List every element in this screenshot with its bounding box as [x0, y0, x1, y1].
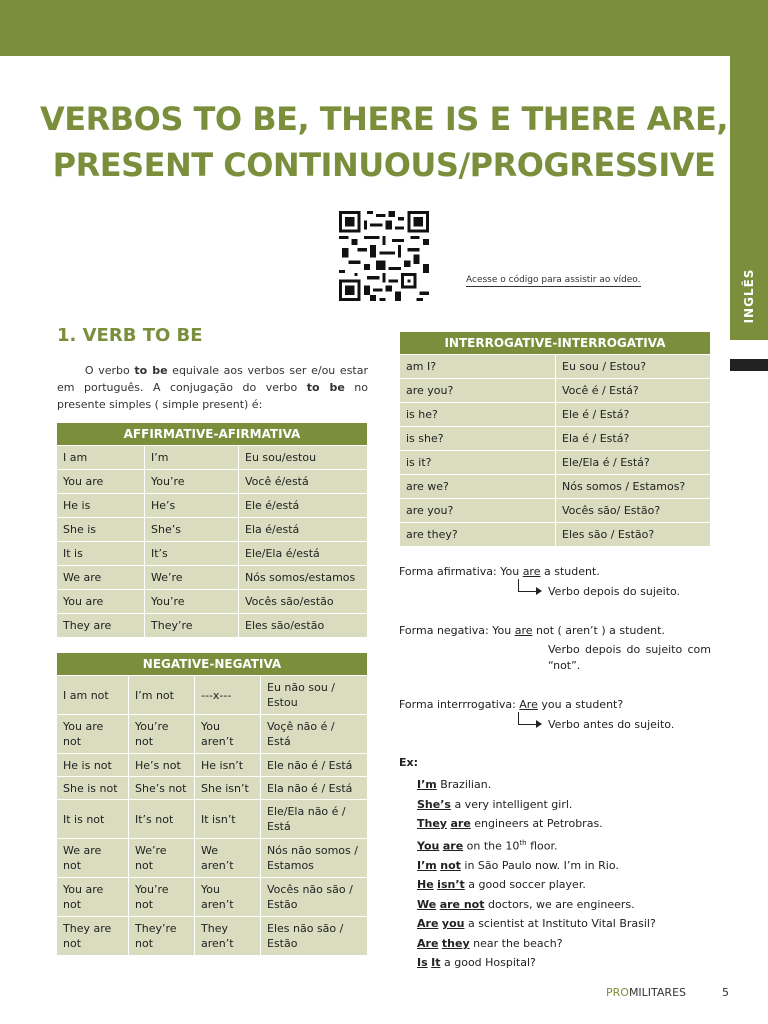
affirmative-form: Forma afirmativa: You are a student. — [399, 565, 600, 578]
section-heading: 1. VERB TO BE — [57, 325, 203, 346]
table-row: You are not You’re not You aren’t Voçê não é / Está — [57, 715, 367, 753]
subject-tab-label: INGLÊS — [742, 268, 756, 324]
intro-paragraph: O verbo to be equivale aos verbos ser e/ou estar em português. A conjugação do verbo to be no presente simples ( simple present) é: — [57, 364, 369, 411]
table-row: are we? Nós somos / Estamos? — [400, 475, 710, 498]
interrogative-form: Forma interrrogativa: Are you a student? — [399, 698, 624, 711]
table-row: is he? Ele é / Está? — [400, 403, 710, 426]
table-row: We are not We’re not We aren’t Nós não somos / Estamos — [57, 839, 367, 877]
negative-table — [56, 652, 368, 956]
side-marker — [730, 359, 768, 371]
affirmative-note: Verbo depois do sujeito. — [548, 585, 681, 598]
table-row: I am not I’m not ---x--- Eu não sou / Estou — [57, 676, 367, 714]
table-row: is it? Ele/Ela é / Está? — [400, 451, 710, 474]
negative-header: NEGATIVE-NEGATIVA — [57, 653, 367, 675]
table-row: You are not You’re not You aren’t Vocês não são / Estão — [57, 878, 367, 916]
table-row: We are We’re Nós somos/estamos — [57, 566, 367, 589]
list-item: Are you a scientist at Instituto Vital Brasil? — [417, 917, 656, 931]
table-row: are you? Vocês são/ Estão? — [400, 499, 710, 522]
arrow-icon — [518, 579, 537, 592]
interrogative-note: Verbo antes do sujeito. — [548, 718, 675, 731]
page-title-line1: VERBOS TO BE, THERE IS E THERE ARE, — [40, 100, 728, 138]
table-row: She is not She’s not She isn’t Ela não é / Está — [57, 777, 367, 799]
table-row: You are You’re Você é/está — [57, 470, 367, 493]
table-row: are you? Você é / Está? — [400, 379, 710, 402]
examples-label: Ex: — [399, 756, 419, 769]
negative-form: Forma negativa: You are not ( aren’t ) a student. — [399, 624, 665, 637]
table-row: It is not It’s not It isn’t Ele/Ela não é / Está — [57, 800, 367, 838]
table-row: am I? Eu sou / Estou? — [400, 355, 710, 378]
table-row: They are They’re Eles são/estão — [57, 614, 367, 637]
footer-brand: PROMILITARES — [606, 986, 687, 999]
page-number: 5 — [722, 986, 729, 999]
table-row: They are not They’re not They aren’t Eles não são / Estão — [57, 917, 367, 955]
negative-note-line2: “not”. — [548, 659, 581, 672]
list-item: You are on the 10th floor. — [417, 838, 558, 853]
list-item: She’s a very intelligent girl. — [417, 797, 573, 811]
arrow-icon — [518, 712, 537, 725]
list-item: I’m Brazilian. — [417, 778, 492, 791]
list-item: He isn’t a good soccer player. — [417, 878, 586, 892]
list-item: Are they near the beach? — [417, 936, 563, 950]
list-item: Is It a good Hospital? — [417, 956, 536, 970]
list-item: They are engineers at Petrobras. — [417, 817, 603, 830]
qr-note: Acesse o código para assistir ao vídeo. — [466, 275, 641, 285]
table-row: I am I’m Eu sou/estou — [57, 446, 367, 469]
table-row: It is It’s Ele/Ela é/está — [57, 542, 367, 565]
page-title-line2: PRESENT CONTINUOUS/PROGRESSIVE — [52, 146, 716, 184]
table-row: is she? Ela é / Está? — [400, 427, 710, 450]
table-row: He is not He’s not He isn’t Ele não é / Está — [57, 754, 367, 776]
examples-list — [417, 775, 656, 973]
table-row: are they? Eles são / Estão? — [400, 523, 710, 546]
table-row: She is She’s Ela é/está — [57, 518, 367, 541]
affirmative-header: AFFIRMATIVE-AFIRMATIVA — [57, 423, 367, 445]
interrogative-table — [399, 331, 711, 547]
table-row: You are You’re Vocês são/estão — [57, 590, 367, 613]
top-banner — [0, 0, 768, 56]
list-item: I’m not in São Paulo now. I’m in Rio. — [417, 858, 619, 872]
page-title — [0, 96, 768, 188]
table-row: He is He’s Ele é/está — [57, 494, 367, 517]
negative-note-line1: Verbo depois do sujeito com — [548, 643, 711, 656]
list-item: We are not doctors, we are engineers. — [417, 897, 635, 911]
interrogative-header: INTERROGATIVE-INTERROGATIVA — [400, 332, 710, 354]
qr-code[interactable] — [339, 211, 429, 301]
affirmative-table — [56, 422, 368, 638]
